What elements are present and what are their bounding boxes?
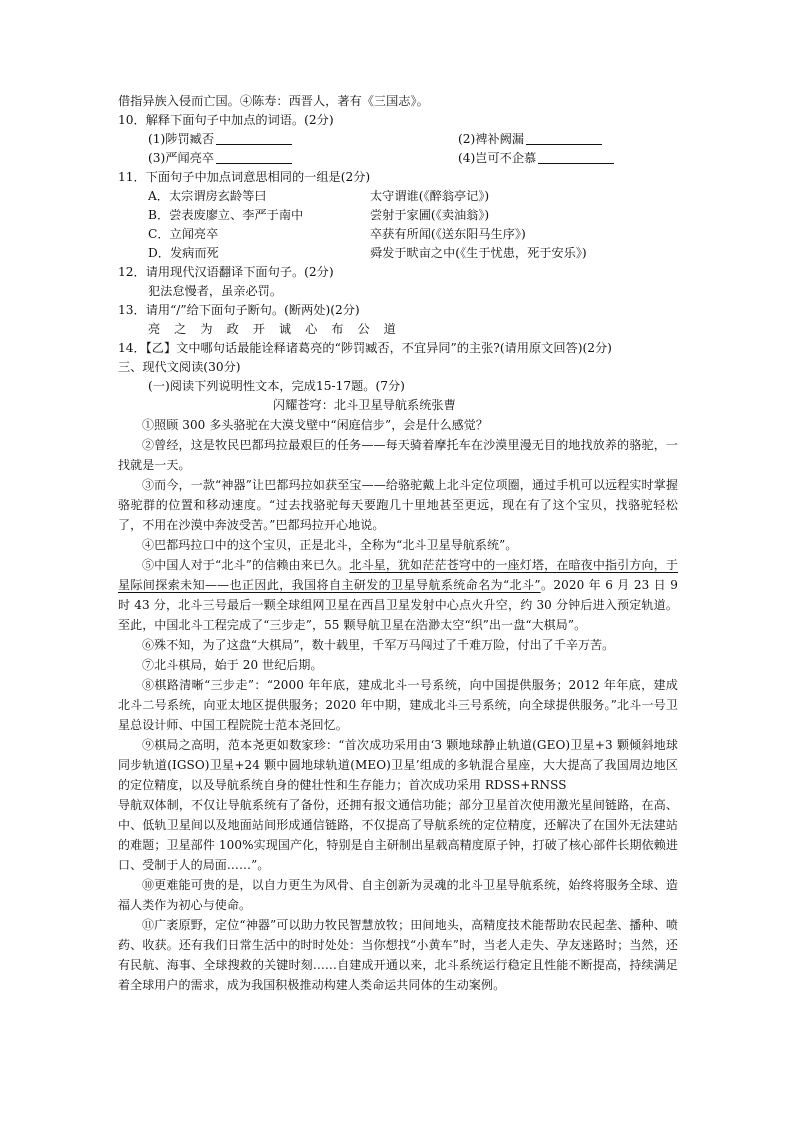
question-10-row1 bbox=[118, 130, 678, 149]
question-13: 13．请用“/”给下面句子断句。(断两处)(2分) bbox=[118, 303, 360, 317]
answer-blank[interactable] bbox=[216, 132, 292, 145]
answer-blank[interactable] bbox=[216, 151, 292, 164]
option-a: A．太宗谓房玄龄等曰 太守谓谁(《醉翁亭记》) bbox=[148, 189, 490, 203]
paragraph-3: ③而今，一款“神器”让巴都玛拉如获至宝——给骆驼戴上北斗定位项圈，通过手机可以远程实时掌握骆驼群的位置和移动速度。“过去找骆驼每天要跑几十里地甚至更远，现在有了这个宝贝，找骆驼轻松了，不用在沙漠中奔波受苦。”巴都玛拉开心地说。 bbox=[118, 478, 678, 532]
exam-page bbox=[118, 92, 678, 995]
paragraph-5: ⑤中国人对于“北斗”的信赖由来已久。北斗星，犹如茫茫苍穹中的一座灯塔，在暗夜中指引方向，于星际间探索未知——也正因此，我国将自主研发的卫星导航系统命名为“北斗”。2020 年 6 月 23 日 9 时 43 分，北斗三号最后一颗全球组网卫星在西昌卫星发射中心点火升空，约 30 分钟后进入预定轨道。至此，中国北斗工程完成了“三步走”，55 颗导航卫星在浩渺太空“织”出一盘“大棋局”。 bbox=[118, 558, 679, 632]
option-b: B．尝表废廖立、李严于南中 尝射于家圃(《卖油翁》) bbox=[148, 208, 490, 222]
paragraph-6: ⑥殊不知，为了这盘“大棋局”，数十载里，千军万马闯过了千难万险，付出了千辛万苦。 bbox=[142, 638, 615, 652]
subsection-heading: (一)阅读下列说明性文本，完成15-17题。(7分) bbox=[148, 379, 405, 393]
question-10: 10．解释下面句子中加点的词语。(2分) bbox=[118, 113, 334, 127]
question-10-row2 bbox=[118, 149, 678, 168]
answer-blank[interactable] bbox=[526, 132, 602, 145]
q10-item1: (1)陟罚臧否 bbox=[148, 130, 458, 149]
text-line: 借指异族入侵而亡国。④陈寿：西晋人，著有《三国志》。 bbox=[118, 94, 429, 108]
question-13-sentence: 亮之为政开诚心布公道 bbox=[148, 322, 410, 336]
paragraph-4: ④巴都玛拉口中的这个宝贝，正是北斗，全称为“北斗卫星导航系统”。 bbox=[142, 538, 518, 552]
paragraph-9: ⑨棋局之高明，范本尧更如数家珍：“首次成功采用由‘3 颗地球静止轨道(GEO)卫星+3 颗倾斜地球同步轨道(IGSO)卫星+24 颗中圆地球轨道(MEO)卫星’组成的多轨混合星座，大大提高了我国周边地区的定位精度，以及导航系统自身的健壮性和生存能力；首次成功采用 RDSS+RNSS bbox=[118, 738, 678, 792]
option-d: D．发病而死 舜发于畎亩之中(《生于忧患，死于安乐》) bbox=[148, 246, 587, 260]
option-c: C．立闻亮卒 卒获有所闻(《送东阳马生序》) bbox=[148, 227, 526, 241]
paragraph-9-continued: 导航双体制，不仅让导航系统有了备份，还拥有报文通信功能；部分卫星首次使用激光星间链路，在高、中、低轨卫星间以及地面站间形成通信链路，不仅提高了导航系统的定位精度，还解决了在国外无法建站的难题；卫星部件 100%实现国产化，特别是自主研制出星载高精度原子钟，打破了核心部件长期依赖进口、受制于人的局面……”。 bbox=[118, 798, 678, 872]
paragraph-7: ⑦北斗棋局，始于 20 世纪后期。 bbox=[142, 658, 323, 672]
section-heading: 三、现代文阅读(30分) bbox=[118, 360, 241, 374]
paragraph-8: ⑧棋路清晰“三步走”：“2000 年年底，建成北斗一号系统，向中国提供服务；2012 年年底，建成北斗二号系统，向亚太地区提供服务；2020 年中期，建成北斗三号系统，向全球提供服务。”北斗一号卫星总设计师、中国工程院院士范本尧回忆。 bbox=[118, 678, 678, 732]
article-title: 闪耀苍穹：北斗卫星导航系统张曹 bbox=[273, 398, 456, 412]
paragraph-2: ②曾经，这是牧民巴都玛拉最艰巨的任务——每天骑着摩托车在沙漠里漫无目的地找放养的骆驼，一找就是一天。 bbox=[118, 438, 678, 472]
q10-item3: (3)严闻亮卒 bbox=[148, 149, 458, 168]
paragraph-11: ⑪广袤原野，定位“神器”可以助力牧民智慧放牧；田间地头，高精度技术能帮助农民起垄、播种、喷药、收获。还有我们日常生活中的时时处处：当你想找“小黄车”时，当老人走失、孕友迷路时；当然，还有民航、海事、全球搜救的关键时刻……自建成开通以来，北斗系统运行稳定且性能不断提高，持续满足着全球用户的需求，成为我国积极推动构建人类命运共同体的生动案例。 bbox=[118, 918, 678, 992]
question-12-sentence: 犯法怠慢者，虽亲必罚。 bbox=[148, 284, 283, 298]
question-11: 11．下面句子中加点词意思相同的一组是(2分) bbox=[118, 170, 371, 184]
paragraph-10: ⑩更难能可贵的是，以自力更生为风骨、自主创新为灵魂的北斗卫星导航系统，始终将服务全球、造福人类作为初心与使命。 bbox=[118, 878, 678, 912]
question-12: 12．请用现代汉语翻译下面句子。(2分) bbox=[118, 265, 334, 279]
q10-item2: (2)裨补阙漏 bbox=[458, 130, 602, 149]
underlined-sentence: 北斗星，犹如茫茫苍穹中的一座灯塔，在暗夜中指引方向，于星际间探索未知——也正因此，我国将自主研发的卫星导航系统命名为“北斗” bbox=[118, 558, 678, 592]
q10-item4: (4)岂可不企慕 bbox=[458, 149, 614, 168]
question-14: 14．【乙】文中哪句话最能诠释诸葛亮的“陟罚臧否，不宜异同”的主张?(请用原文回答)(2分) bbox=[118, 341, 612, 355]
paragraph-1: ①照顾 300 多头骆驼在大漠戈壁中“闲庭信步”，会是什么感觉？ bbox=[142, 418, 489, 432]
answer-blank[interactable] bbox=[538, 151, 614, 164]
